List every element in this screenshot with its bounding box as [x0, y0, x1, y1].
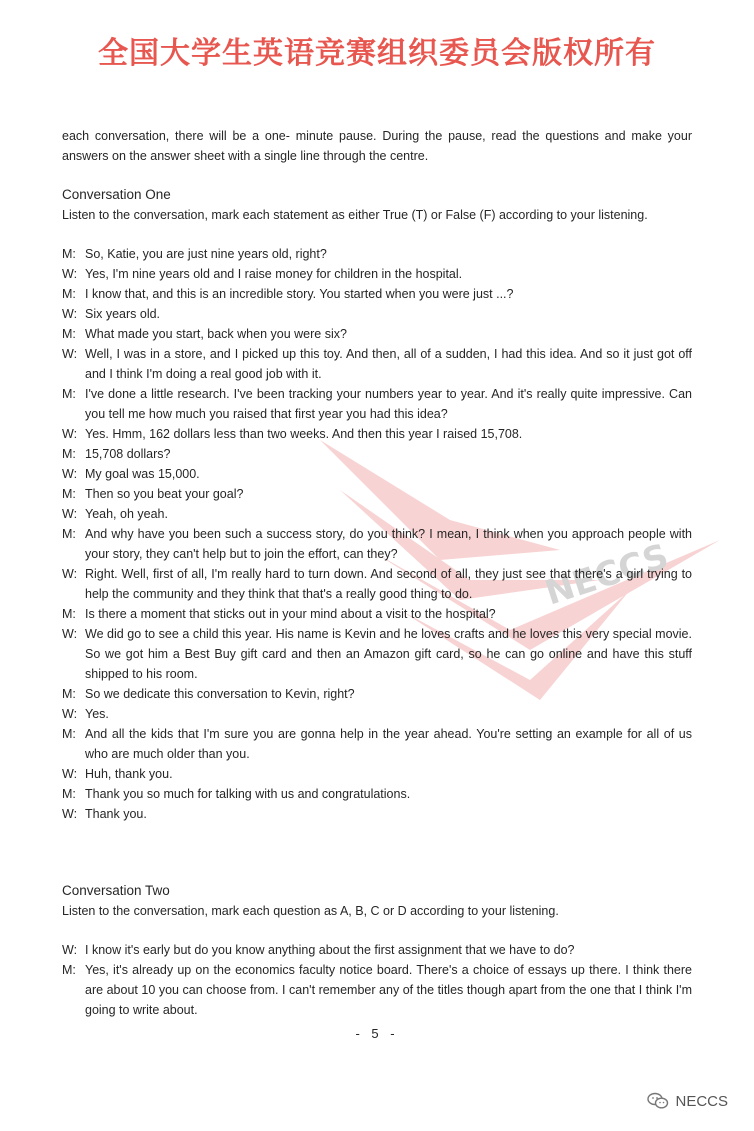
speaker-label: M: [62, 787, 76, 801]
speaker-label: W: [62, 807, 78, 821]
dialogue-text: I've done a little research. I've been tracking your numbers year to year. And it's really quite impressive. Can you tell me how much you raised that first year you had this idea? [85, 387, 692, 421]
dialogue-text: And why have you been such a success story, do you think? I mean, I think when you approach people with your story, they can't help but to join the effort, can they? [85, 527, 692, 561]
dialogue-line [62, 504, 692, 524]
dialogue-text: So, Katie, you are just nine years old, right? [85, 247, 327, 261]
speaker-label: M: [62, 963, 76, 977]
speaker-label: M: [62, 687, 76, 701]
dialogue-line [62, 624, 692, 684]
dialogue-text: Six years old. [85, 307, 161, 321]
dialogue-line [62, 940, 692, 960]
dialogue-line [62, 764, 692, 784]
dialogue-line [62, 564, 692, 604]
speaker-label: M: [62, 607, 76, 621]
speaker-label: M: [62, 527, 76, 541]
dialogue-text: Yeah, oh yeah. [85, 507, 168, 521]
dialogue-text: 15,708 dollars? [85, 447, 171, 461]
conversation-two-instruction: Listen to the conversation, mark each question as A, B, C or D according to your listening. [62, 904, 559, 918]
speaker-label: W: [62, 507, 78, 521]
dialogue-text: Right. Well, first of all, I'm really hard to turn down. And second of all, they just see that there's a girl trying to help the community and they think that that's a really good thing to do. [85, 567, 692, 601]
speaker-label: W: [62, 307, 78, 321]
dialogue-text: Yes. [85, 707, 109, 721]
brand-footer [647, 1092, 728, 1110]
dialogue-line [62, 704, 692, 724]
speaker-label: M: [62, 387, 76, 401]
speaker-label: W: [62, 627, 78, 641]
speaker-label: M: [62, 447, 76, 461]
dialogue-text: We did go to see a child this year. His name is Kevin and he loves crafts and he loves this very special movie. So we got him a Best Buy gift card and then an Amazon gift card, so he can go online and have this stuff shipped to his room. [85, 627, 692, 681]
speaker-label: M: [62, 247, 76, 261]
dialogue-line [62, 784, 692, 804]
dialogue-line [62, 344, 692, 384]
speaker-label: W: [62, 427, 78, 441]
dialogue-line [62, 264, 692, 284]
speaker-label: W: [62, 467, 78, 481]
dialogue-text: So we dedicate this conversation to Kevin, right? [85, 687, 355, 701]
dialogue-line [62, 444, 692, 464]
dialogue-text: I know it's early but do you know anything about the first assignment that we have to do? [85, 943, 575, 957]
dialogue-line [62, 324, 692, 344]
speaker-label: M: [62, 287, 76, 301]
dialogue-line [62, 604, 692, 624]
page-number: - 5 - [355, 1026, 399, 1041]
dialogue-text: Thank you. [85, 807, 147, 821]
dialogue-line [62, 464, 692, 484]
speaker-label: M: [62, 487, 76, 501]
dialogue-text: And all the kids that I'm sure you are gonna help in the year ahead. You're setting an example for all of us who are much older than you. [85, 727, 692, 761]
dialogue-text: Then so you beat your goal? [85, 487, 244, 501]
dialogue-line [62, 684, 692, 704]
page-body [62, 126, 692, 1020]
conversation-one-instruction: Listen to the conversation, mark each statement as either True (T) or False (F) according to your listening. [62, 208, 648, 222]
dialogue-text: Thank you so much for talking with us and congratulations. [85, 787, 411, 801]
dialogue-text: Yes, I'm nine years old and I raise money for children in the hospital. [85, 267, 463, 281]
dialogue-text: Yes, it's already up on the economics faculty notice board. There's a choice of essays up there. I think there are about 10 you can choose from. I can't remember any of the titles though apart from the one that I think I'm going to write about. [85, 963, 692, 1017]
conversation-one-title: Conversation One [62, 187, 171, 202]
dialogue-line [62, 724, 692, 764]
dialogue-line [62, 960, 692, 1020]
dialogue-line [62, 424, 692, 444]
dialogue-line [62, 384, 692, 424]
dialogue-text: Yes. Hmm, 162 dollars less than two weeks. And then this year I raised 15,708. [85, 427, 523, 441]
dialogue-line [62, 804, 692, 824]
svg-text:NECCS: NECCS [540, 536, 674, 614]
dialogue-line [62, 304, 692, 324]
speaker-label: W: [62, 267, 78, 281]
brand-name: NECCS [675, 1092, 728, 1110]
speaker-label: M: [62, 727, 76, 741]
speaker-label: W: [62, 707, 78, 721]
conversation-two-transcript [62, 940, 692, 1020]
dialogue-text: Well, I was in a store, and I picked up this toy. And then, all of a sudden, I had this idea. And so it just got off and I think I'm doing a real good job with it. [85, 347, 692, 381]
speaker-label: M: [62, 327, 76, 341]
intro-paragraph: each conversation, there will be a one- minute pause. During the pause, read the questions and make your answers on the answer sheet with a single line through the centre. [62, 129, 692, 163]
dialogue-line [62, 244, 692, 264]
copyright-banner: 全国大学生英语竞赛组织委员会版权所有 [98, 36, 656, 71]
wechat-icon [647, 1092, 669, 1110]
dialogue-line [62, 524, 692, 564]
conversation-one-transcript [62, 244, 692, 824]
dialogue-text: Is there a moment that sticks out in your mind about a visit to the hospital? [85, 607, 496, 621]
speaker-label: W: [62, 767, 78, 781]
conversation-two-title: Conversation Two [62, 883, 170, 898]
dialogue-line [62, 484, 692, 504]
dialogue-text: My goal was 15,000. [85, 467, 200, 481]
speaker-label: W: [62, 347, 78, 361]
dialogue-text: Huh, thank you. [85, 767, 173, 781]
speaker-label: W: [62, 567, 78, 581]
dialogue-line [62, 284, 692, 304]
dialogue-text: What made you start, back when you were six? [85, 327, 347, 341]
dialogue-text: I know that, and this is an incredible story. You started when you were just ...? [85, 287, 514, 301]
speaker-label: W: [62, 943, 78, 957]
